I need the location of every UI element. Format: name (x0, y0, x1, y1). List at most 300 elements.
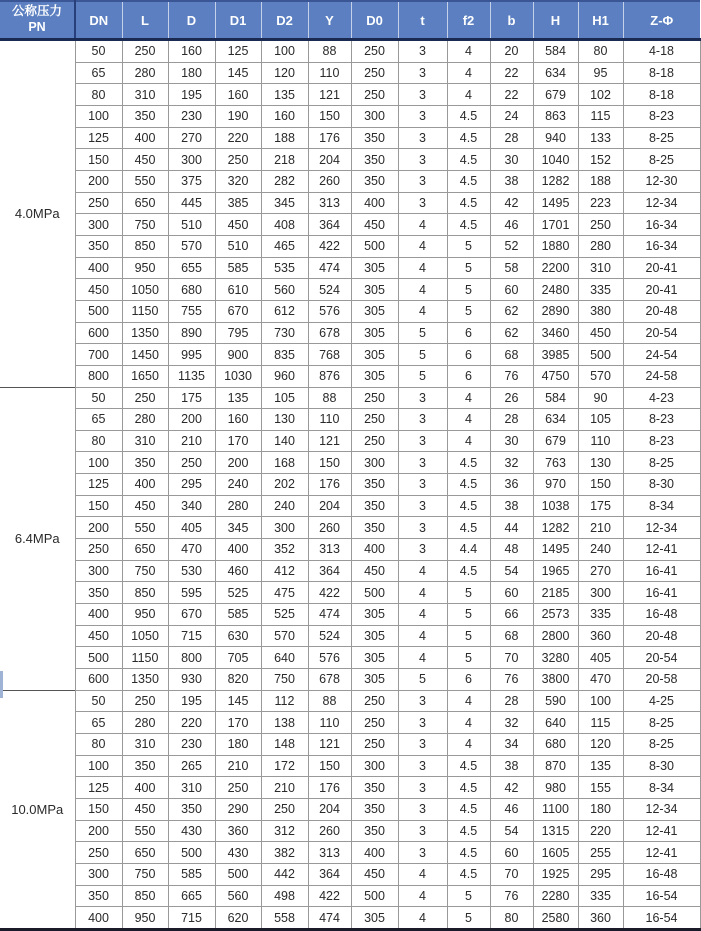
table-cell: 295 (168, 474, 215, 496)
table-cell: 16-48 (623, 863, 700, 885)
table-cell: 4 (398, 604, 447, 626)
table-cell: 640 (261, 647, 308, 669)
table-cell: 3 (398, 149, 447, 171)
table-cell: 1050 (122, 625, 168, 647)
table-cell: 8-25 (623, 734, 700, 756)
table-cell: 850 (122, 885, 168, 907)
table-cell: 28 (490, 690, 533, 712)
table-cell: 148 (261, 734, 308, 756)
column-header-pressure (0, 1, 75, 40)
table-cell: 250 (351, 712, 398, 734)
table-cell: 422 (308, 582, 351, 604)
table-cell: 135 (578, 755, 623, 777)
table-cell: 450 (122, 495, 168, 517)
table-cell: 180 (215, 734, 261, 756)
table-cell: 8-34 (623, 777, 700, 799)
table-row (0, 582, 700, 604)
table-cell: 310 (122, 84, 168, 106)
table-cell: 655 (168, 257, 215, 279)
table-row (0, 539, 700, 561)
table-cell: 8-34 (623, 495, 700, 517)
table-cell: 200 (168, 409, 215, 431)
table-cell: 5 (447, 885, 490, 907)
table-cell: 150 (75, 798, 122, 820)
table-cell: 500 (215, 863, 261, 885)
table-row (0, 798, 700, 820)
table-cell: 1925 (533, 863, 578, 885)
table-cell: 863 (533, 105, 578, 127)
table-row (0, 755, 700, 777)
table-row (0, 907, 700, 930)
table-cell: 12-34 (623, 798, 700, 820)
table-cell: 2890 (533, 300, 578, 322)
table-cell: 310 (578, 257, 623, 279)
table-cell: 4 (447, 62, 490, 84)
table-cell: 300 (578, 582, 623, 604)
table-cell: 5 (447, 907, 490, 930)
table-cell: 38 (490, 755, 533, 777)
table-cell: 100 (578, 690, 623, 712)
table-cell: 180 (578, 798, 623, 820)
table-cell: 3 (398, 755, 447, 777)
table-cell: 680 (533, 734, 578, 756)
table-cell: 950 (122, 907, 168, 930)
table-cell: 700 (75, 344, 122, 366)
table-cell: 1050 (122, 279, 168, 301)
table-cell: 195 (168, 690, 215, 712)
table-cell: 350 (351, 777, 398, 799)
table-cell: 1150 (122, 647, 168, 669)
table-cell: 1495 (533, 539, 578, 561)
table-cell: 3 (398, 842, 447, 864)
table-cell: 364 (308, 560, 351, 582)
table-cell: 3 (398, 430, 447, 452)
table-cell: 62 (490, 322, 533, 344)
table-cell: 890 (168, 322, 215, 344)
table-row (0, 863, 700, 885)
table-cell: 550 (122, 820, 168, 842)
table-cell: 70 (490, 647, 533, 669)
table-cell: 525 (215, 582, 261, 604)
table-cell: 188 (261, 127, 308, 149)
table-cell: 34 (490, 734, 533, 756)
table-cell: 88 (308, 690, 351, 712)
table-cell: 475 (261, 582, 308, 604)
table-cell: 360 (578, 907, 623, 930)
table-cell: 62 (490, 300, 533, 322)
table-cell: 2185 (533, 582, 578, 604)
table-row (0, 820, 700, 842)
table-row (0, 322, 700, 344)
table-cell: 20-48 (623, 300, 700, 322)
table-cell: 1135 (168, 365, 215, 387)
table-cell: 300 (351, 452, 398, 474)
table-cell: 335 (578, 885, 623, 907)
table-cell: 172 (261, 755, 308, 777)
table-row (0, 344, 700, 366)
table-cell: 634 (533, 62, 578, 84)
table-cell: 60 (490, 279, 533, 301)
table-cell: 4 (447, 387, 490, 409)
table-cell: 120 (578, 734, 623, 756)
table-cell: 5 (447, 582, 490, 604)
table-cell: 20 (490, 40, 533, 63)
table-cell: 470 (578, 669, 623, 691)
table-cell: 312 (261, 820, 308, 842)
table-cell: 595 (168, 582, 215, 604)
table-cell: 4 (398, 907, 447, 930)
table-cell: 670 (168, 604, 215, 626)
table-cell: 3 (398, 820, 447, 842)
table-cell: 8-23 (623, 409, 700, 431)
table-cell: 2800 (533, 625, 578, 647)
table-cell: 180 (168, 62, 215, 84)
table-cell: 88 (308, 40, 351, 63)
table-cell: 1282 (533, 517, 578, 539)
table-cell: 8-23 (623, 430, 700, 452)
table-cell: 940 (533, 127, 578, 149)
table-cell: 42 (490, 777, 533, 799)
table-cell: 20-54 (623, 322, 700, 344)
table-row (0, 192, 700, 214)
table-cell: 295 (578, 863, 623, 885)
table-cell: 4-23 (623, 387, 700, 409)
table-cell: 620 (215, 907, 261, 930)
table-cell: 58 (490, 257, 533, 279)
table-cell: 50 (75, 690, 122, 712)
table-cell: 6 (447, 669, 490, 691)
table-cell: 95 (578, 62, 623, 84)
table-cell: 350 (351, 127, 398, 149)
table-cell: 715 (168, 625, 215, 647)
table-cell: 4 (447, 712, 490, 734)
table-row (0, 734, 700, 756)
pressure-header-line2: PN (28, 20, 46, 34)
table-cell: 678 (308, 322, 351, 344)
table-cell: 135 (215, 387, 261, 409)
table-cell: 290 (215, 798, 261, 820)
table-cell: 560 (215, 885, 261, 907)
table-cell: 20-54 (623, 647, 700, 669)
table-cell: 138 (261, 712, 308, 734)
table-cell: 16-41 (623, 560, 700, 582)
table-cell: 125 (75, 777, 122, 799)
table-cell: 450 (122, 149, 168, 171)
table-cell: 305 (351, 279, 398, 301)
table-cell: 558 (261, 907, 308, 930)
table-cell: 305 (351, 257, 398, 279)
table-cell: 150 (308, 105, 351, 127)
table-cell: 250 (215, 777, 261, 799)
table-cell: 121 (308, 84, 351, 106)
table-cell: 102 (578, 84, 623, 106)
table-cell: 260 (308, 820, 351, 842)
table-cell: 300 (75, 560, 122, 582)
table-cell: 450 (351, 560, 398, 582)
table-cell: 5 (398, 322, 447, 344)
table-cell: 1100 (533, 798, 578, 820)
table-cell: 470 (168, 539, 215, 561)
table-cell: 12-41 (623, 842, 700, 864)
table-cell: 150 (308, 755, 351, 777)
column-header-t: t (398, 1, 447, 40)
table-cell: 8-23 (623, 105, 700, 127)
table-row (0, 84, 700, 106)
table-cell: 650 (122, 192, 168, 214)
table-cell: 5 (398, 344, 447, 366)
table-cell: 8-30 (623, 755, 700, 777)
table-cell: 400 (351, 842, 398, 864)
table-cell: 795 (215, 322, 261, 344)
table-cell: 16-54 (623, 907, 700, 930)
table-cell: 250 (351, 430, 398, 452)
table-cell: 412 (261, 560, 308, 582)
table-cell: 750 (261, 669, 308, 691)
table-cell: 3800 (533, 669, 578, 691)
table-cell: 4 (398, 625, 447, 647)
table-cell: 112 (261, 690, 308, 712)
table-cell: 670 (215, 300, 261, 322)
table-cell: 176 (308, 127, 351, 149)
table-cell: 405 (578, 647, 623, 669)
table-cell: 313 (308, 539, 351, 561)
table-cell: 42 (490, 192, 533, 214)
table-cell: 121 (308, 430, 351, 452)
table-cell: 560 (261, 279, 308, 301)
table-cell: 250 (122, 690, 168, 712)
table-cell: 550 (122, 170, 168, 192)
table-cell: 474 (308, 257, 351, 279)
table-cell: 500 (75, 300, 122, 322)
table-cell: 4 (398, 647, 447, 669)
table-cell: 350 (351, 517, 398, 539)
table-cell: 950 (122, 257, 168, 279)
table-cell: 450 (75, 625, 122, 647)
table-cell: 313 (308, 192, 351, 214)
table-cell: 750 (122, 214, 168, 236)
table-cell: 4.5 (447, 755, 490, 777)
table-cell: 12-34 (623, 192, 700, 214)
table-cell: 100 (75, 105, 122, 127)
pressure-label-10-0MPa: 10.0MPa (0, 690, 75, 929)
table-cell: 4 (447, 84, 490, 106)
table-cell: 160 (261, 105, 308, 127)
table-cell: 1282 (533, 170, 578, 192)
table-cell: 305 (351, 300, 398, 322)
table-cell: 730 (261, 322, 308, 344)
table-cell: 1701 (533, 214, 578, 236)
table-cell: 280 (578, 235, 623, 257)
column-header-y: Y (308, 1, 351, 40)
table-cell: 60 (490, 842, 533, 864)
pressure-header-line1: 公称压力 (11, 4, 62, 19)
table-cell: 995 (168, 344, 215, 366)
table-cell: 3 (398, 409, 447, 431)
table-cell: 20-41 (623, 279, 700, 301)
table-cell: 800 (168, 647, 215, 669)
table-cell: 8-25 (623, 127, 700, 149)
table-cell: 282 (261, 170, 308, 192)
table-row (0, 214, 700, 236)
table-cell: 1495 (533, 192, 578, 214)
table-cell: 350 (351, 495, 398, 517)
table-cell: 305 (351, 669, 398, 691)
table-cell: 230 (168, 734, 215, 756)
table-cell: 970 (533, 474, 578, 496)
table-cell: 3 (398, 495, 447, 517)
table-cell: 350 (122, 755, 168, 777)
table-cell: 3 (398, 170, 447, 192)
table-cell: 350 (351, 170, 398, 192)
table-cell: 52 (490, 235, 533, 257)
table-cell: 160 (168, 40, 215, 63)
table-cell: 335 (578, 604, 623, 626)
table-cell: 385 (215, 192, 261, 214)
table-cell: 313 (308, 842, 351, 864)
table-cell: 634 (533, 409, 578, 431)
table-cell: 30 (490, 149, 533, 171)
table-cell: 305 (351, 344, 398, 366)
table-row (0, 62, 700, 84)
table-cell: 260 (308, 170, 351, 192)
table-cell: 340 (168, 495, 215, 517)
table-cell: 300 (261, 517, 308, 539)
table-cell: 36 (490, 474, 533, 496)
column-header-d0: D0 (351, 1, 398, 40)
table-cell: 408 (261, 214, 308, 236)
table-cell: 500 (351, 885, 398, 907)
column-header-l: L (122, 1, 168, 40)
table-cell: 202 (261, 474, 308, 496)
table-cell: 125 (75, 474, 122, 496)
table-cell: 195 (168, 84, 215, 106)
table-cell: 24-58 (623, 365, 700, 387)
table-cell: 4.5 (447, 495, 490, 517)
table-cell: 12-41 (623, 539, 700, 561)
table-cell: 16-41 (623, 582, 700, 604)
table-cell: 2573 (533, 604, 578, 626)
table-cell: 400 (122, 474, 168, 496)
table-cell: 176 (308, 777, 351, 799)
table-row (0, 647, 700, 669)
table-cell: 110 (578, 430, 623, 452)
table-cell: 8-30 (623, 474, 700, 496)
table-cell: 24 (490, 105, 533, 127)
table-cell: 5 (447, 279, 490, 301)
table-cell: 4.5 (447, 820, 490, 842)
column-header-b: b (490, 1, 533, 40)
table-cell: 400 (75, 604, 122, 626)
table-header (0, 1, 700, 40)
table-cell: 200 (215, 452, 261, 474)
table-cell: 3 (398, 62, 447, 84)
table-row (0, 712, 700, 734)
table-cell: 498 (261, 885, 308, 907)
table-cell: 250 (75, 192, 122, 214)
table-cell: 80 (75, 84, 122, 106)
table-cell: 270 (168, 127, 215, 149)
table-cell: 1605 (533, 842, 578, 864)
table-cell: 350 (75, 235, 122, 257)
table-row (0, 625, 700, 647)
table-cell: 255 (578, 842, 623, 864)
table-cell: 679 (533, 430, 578, 452)
table-cell: 5 (398, 669, 447, 691)
table-row (0, 777, 700, 799)
table-cell: 270 (578, 560, 623, 582)
table-row (0, 430, 700, 452)
table-row (0, 517, 700, 539)
table-cell: 68 (490, 344, 533, 366)
table-row (0, 257, 700, 279)
table-cell: 584 (533, 387, 578, 409)
table-cell: 310 (122, 734, 168, 756)
table-cell: 1040 (533, 149, 578, 171)
table-cell: 1350 (122, 322, 168, 344)
table-cell: 230 (168, 105, 215, 127)
table-cell: 66 (490, 604, 533, 626)
table-cell: 1150 (122, 300, 168, 322)
table-cell: 125 (75, 127, 122, 149)
table-cell: 4 (398, 582, 447, 604)
table-cell: 679 (533, 84, 578, 106)
table-cell: 5 (447, 625, 490, 647)
table-cell: 3 (398, 690, 447, 712)
table-cell: 22 (490, 62, 533, 84)
table-cell: 678 (308, 669, 351, 691)
table-cell: 400 (351, 539, 398, 561)
table-cell: 218 (261, 149, 308, 171)
table-cell: 305 (351, 625, 398, 647)
table-cell: 800 (75, 365, 122, 387)
table-cell: 200 (75, 170, 122, 192)
table-cell: 345 (261, 192, 308, 214)
table-cell: 350 (351, 820, 398, 842)
table-cell: 450 (122, 798, 168, 820)
table-cell: 250 (578, 214, 623, 236)
table-cell: 585 (168, 863, 215, 885)
table-cell: 210 (168, 430, 215, 452)
table-cell: 130 (261, 409, 308, 431)
table-cell: 665 (168, 885, 215, 907)
table-cell: 250 (75, 842, 122, 864)
table-row (0, 885, 700, 907)
table-cell: 350 (122, 105, 168, 127)
table-cell: 170 (215, 430, 261, 452)
table-cell: 900 (215, 344, 261, 366)
table-cell: 240 (578, 539, 623, 561)
table-cell: 26 (490, 387, 533, 409)
table-cell: 250 (351, 409, 398, 431)
table-cell: 28 (490, 127, 533, 149)
table-cell: 3 (398, 127, 447, 149)
table-cell: 300 (351, 105, 398, 127)
table-cell: 3 (398, 387, 447, 409)
table-cell: 525 (261, 604, 308, 626)
table-cell: 3985 (533, 344, 578, 366)
table-cell: 375 (168, 170, 215, 192)
table-cell: 3 (398, 474, 447, 496)
column-header-h: H (533, 1, 578, 40)
table-cell: 12-30 (623, 170, 700, 192)
table-cell: 4 (447, 40, 490, 63)
table-cell: 204 (308, 495, 351, 517)
table-cell: 250 (122, 40, 168, 63)
table-row (0, 495, 700, 517)
table-cell: 8-25 (623, 712, 700, 734)
table-cell: 300 (75, 863, 122, 885)
table-cell: 450 (75, 279, 122, 301)
